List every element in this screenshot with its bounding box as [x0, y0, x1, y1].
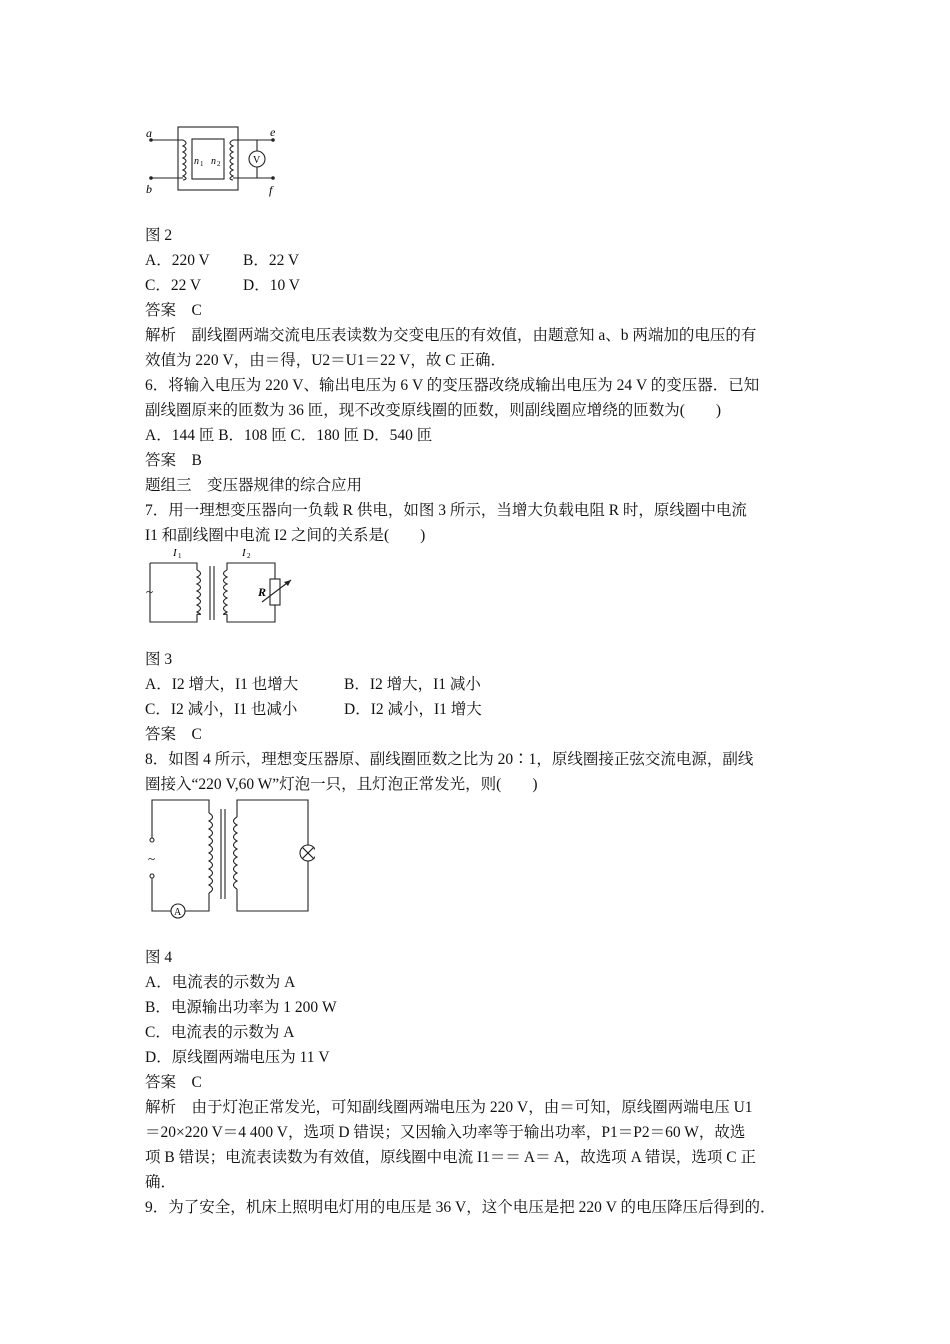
q7-option-c: C．I2 减小，I1 也减小 [145, 701, 298, 718]
q7-option-d: D．I2 减小，I1 增大 [344, 701, 482, 718]
q6-answer: 答案 B [145, 452, 202, 469]
q8-stem-line-2: 圈接入“220 V,60 W”灯泡一只，且灯泡正常发光，则( ) [145, 776, 538, 793]
q6-options: A．144 匝 B．108 匝 C．180 匝 D．540 匝 [145, 427, 433, 444]
q8-answer: 答案 C [145, 1074, 202, 1091]
current-i1-label: I [173, 547, 177, 559]
current-i2-label: I [242, 547, 246, 559]
q8-analysis-line-1: 解析 由于灯泡正常发光，可知副线圈两端电压为 220 V，由＝可知，原线圈两端电压 U1 [145, 1099, 753, 1116]
q5-option-b: B．22 V [243, 252, 300, 269]
q9-stem-line-1: 9．为了安全，机床上照明电灯用的电压是 36 V，这个电压是把 220 V 的电压降压后得到的． [145, 1199, 776, 1216]
figure-3-transformer-load-diagram [145, 546, 305, 628]
q5-option-d: D．10 V [243, 277, 300, 294]
terminal-e-label: e [270, 125, 276, 139]
voltmeter-label: V [253, 155, 261, 166]
ac-source-symbol: ~ [148, 851, 156, 866]
figure-4-transformer-lamp-diagram [145, 795, 315, 925]
load-resistor-label: R [258, 585, 267, 599]
q8-stem-line-1: 8．如图 4 所示，理想变压器原、副线圈匝数之比为 20∶1，原线圈接正弦交流电源，副线 [145, 751, 754, 768]
q7-answer: 答案 C [145, 726, 202, 743]
q8-analysis-line-2: ＝20×220 V＝4 400 V，选项 D 错误；又因输入功率等于输出功率，P1＝P2＝60 W，故选 [145, 1124, 746, 1141]
q7-stem-line-2: I1 和副线圈中电流 I2 之间的关系是( ) [145, 527, 426, 544]
q5-analysis-line-2: 效值为 220 V，由＝得，U2＝U1＝22 V，故 C 正确． [145, 352, 506, 369]
q8-option-c: C．电流表的示数为 A [145, 1024, 295, 1041]
q5-answer: 答案 C [145, 302, 202, 319]
n1-label: n [194, 156, 199, 167]
terminal-a-label: a [146, 126, 152, 140]
q6-stem-line-2: 副线圈原来的匝数为 36 匝，现不改变原线圈的匝数，则副线圈应增绕的匝数为( ) [145, 402, 722, 419]
n1-subscript: 1 [200, 160, 204, 168]
q8-option-a: A．电流表的示数为 A [145, 974, 296, 991]
q5-analysis-line-1: 解析 副线圈两端交流电压表读数为交变电压的有效值，由题意知 a、b 两端加的电压的有 [145, 327, 757, 344]
q8-option-b: B．电源输出功率为 1 200 W [145, 999, 337, 1016]
terminal-f-label: f [269, 183, 273, 197]
q6-stem-line-1: 6．将输入电压为 220 V、输出电压为 6 V 的变压器改绕成输出电压为 24 V 的变压器．已知 [145, 377, 760, 394]
q8-analysis-line-3: 项 B 错误；电流表读数为有效值，原线圈中电流 I1＝＝ A＝ A，故选项 A 错误，选项 C 正 [145, 1149, 756, 1166]
q5-option-c: C．22 V [145, 277, 202, 294]
ac-source-symbol: ~ [146, 584, 154, 599]
figure-2-transformer-diagram [145, 120, 285, 200]
n2-subscript: 2 [217, 160, 221, 168]
current-i2-subscript: 2 [247, 552, 251, 560]
group-3-heading: 题组三 变压器规律的综合应用 [145, 477, 363, 494]
q7-stem-line-1: 7．用一理想变压器向一负载 R 供电，如图 3 所示，当增大负载电阻 R 时，原线圈中电流 [145, 502, 747, 519]
q7-option-b: B．I2 增大，I1 减小 [344, 676, 481, 693]
q5-option-a: A．220 V [145, 252, 210, 269]
q8-analysis-line-4: 确． [145, 1174, 177, 1191]
n2-label: n [211, 156, 216, 167]
figure-2-caption: 图 2 [145, 227, 173, 244]
current-i1-subscript: 1 [178, 552, 182, 560]
q7-option-a: A．I2 增大，I1 也增大 [145, 676, 299, 693]
terminal-b-label: b [146, 182, 152, 196]
figure-4-caption: 图 4 [145, 949, 173, 966]
q8-option-d: D．原线圈两端电压为 11 V [145, 1049, 330, 1066]
figure-3-caption: 图 3 [145, 651, 173, 668]
ammeter-label: A [174, 907, 182, 918]
